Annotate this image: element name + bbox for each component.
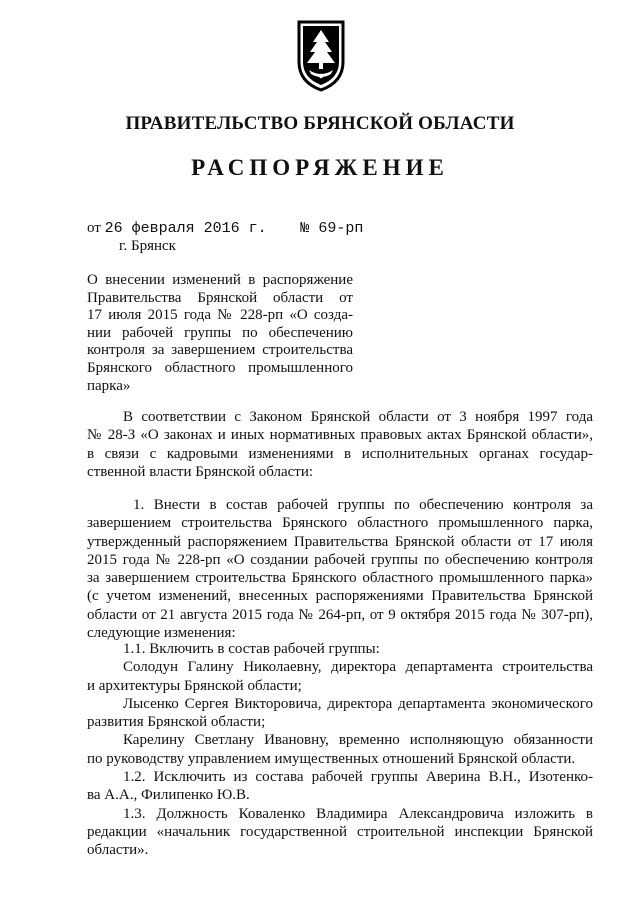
date-line — [87, 220, 363, 237]
document-city: г. Брянск — [119, 238, 176, 254]
item-1-line: завершением строительства Брянского областного промышленного парка, — [87, 515, 593, 532]
changes-list — [87, 640, 593, 860]
change-line: по руководству управлением имущественных отношений Брянской области. — [87, 750, 576, 767]
change-1-2-line: 1.2. Исключить из состава рабочей группы Аверина В.Н., Изотенко- — [123, 769, 593, 786]
document-date: 26 февраля 2016 г. — [104, 220, 267, 237]
preamble-line: ственной власти Брянской области: — [87, 463, 314, 480]
preamble-line: В соответствии с Законом Брянской области от 3 ноября 1997 года — [123, 409, 593, 425]
item-1-line: 1. Внести в состав рабочей группы по обеспечению контроля за — [133, 497, 593, 513]
document-number: № 69-рп — [300, 220, 364, 237]
document-type-title: РАСПОРЯЖЕНИЕ — [191, 155, 449, 180]
preamble-line: в связи с кадровыми изменениями в исполнительных органах государ- — [87, 445, 593, 462]
date-prefix: от — [87, 220, 101, 236]
change-1-3-line: редакции «начальник государственной строительной инспекции Брянской — [87, 823, 593, 840]
change-1-1-heading: 1.1. Включить в состав рабочей группы: — [123, 641, 380, 657]
change-1-2-line: ва А.А., Филипенко Ю.В. — [87, 787, 250, 804]
preamble-paragraph — [87, 408, 593, 481]
item-1-line: (с учетом изменений, внесенных распоряжениями Правительства Брянской — [87, 588, 593, 605]
subject-line: Брянского областного промышленного — [87, 359, 353, 376]
item-1-line: утвержденный распоряжением Правительства Брянской области от 17 июля — [87, 533, 593, 550]
change-1-3-line: 1.3. Должность Коваленко Владимира Александровича изложить в — [123, 805, 593, 822]
subject-line: контроля за завершением строительства — [87, 342, 353, 359]
item-1-line: следующие изменения: — [87, 625, 236, 642]
item-1-line: за завершением строительства Брянского областного промышленного парка» — [87, 570, 593, 587]
subject-line: 17 июля 2015 года № 228-рп «О созда- — [87, 307, 353, 324]
change-line: Лысенко Сергея Викторовича, директора департамента экономического — [123, 695, 593, 712]
item-1-line: 2015 года № 228-рп «О создании рабочей группы по обеспечению контроля — [87, 551, 593, 568]
bryansk-coat-of-arms-icon — [295, 18, 347, 92]
subject-line: О внесении изменений в распоряжение — [87, 272, 353, 288]
preamble-line: № 28-З «О законах и иных нормативных правовых актах Брянской области», — [87, 427, 593, 444]
subject-line: нии рабочей группы по обеспечению — [87, 324, 353, 341]
change-1-3-line: области». — [87, 842, 149, 859]
government-title: ПРАВИТЕЛЬСТВО БРЯНСКОЙ ОБЛАСТИ — [125, 113, 515, 134]
subject-line: парка» — [87, 377, 131, 394]
change-line: и архитектуры Брянской области; — [87, 677, 302, 694]
subject-line: Правительства Брянской области от — [87, 289, 353, 306]
change-line: развития Брянской области; — [87, 714, 266, 731]
change-line: Солодун Галину Николаевну, директора департамента строительства — [123, 659, 593, 676]
change-line: Карелину Светлану Ивановну, временно исполняющую обязанности — [123, 732, 593, 749]
item-1-line: области от 21 августа 2015 года № 264-рп, от 9 октября 2015 года № 307-рп), — [87, 606, 593, 623]
item-1-paragraph — [87, 496, 593, 642]
subject-block — [87, 272, 353, 395]
